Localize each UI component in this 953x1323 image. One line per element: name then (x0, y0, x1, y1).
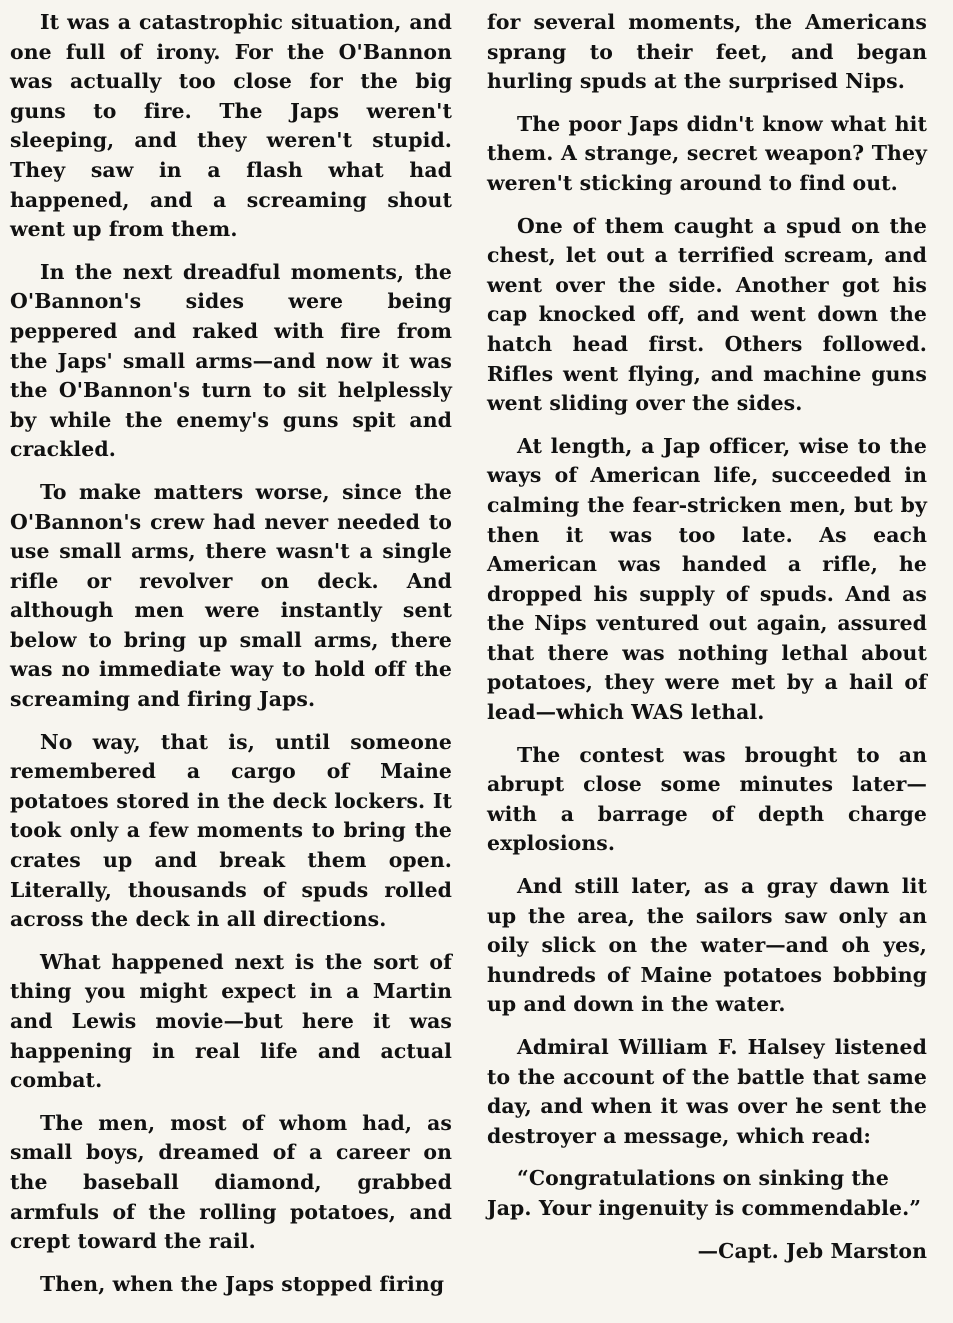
paragraph: The contest was brought to an abrupt close some minutes later—with a barrage of depth charge explosions. (487, 742, 927, 856)
author-signature: —Capt. Jeb Marston (697, 1238, 927, 1263)
paragraph: And still later, as a gray dawn lit up the area, the sailors saw only an oily slick on the water—and oh yes, hundreds of Maine potatoes bobbing up and down in the water. (487, 874, 927, 1017)
paragraph: The men, most of whom had, as small boys, dreamed of a career on the baseball diamond, grabbed armfuls of the rolling potatoes, and crept toward the rail. (10, 1110, 452, 1254)
paragraph: It was a catastrophic situation, and one full of irony. For the O'Bannon was actually too close for the big guns to fire. The Japs weren't sleeping, and they weren't stupid. They saw in a flash what had happened, and a screaming shout went up from them. (10, 10, 452, 242)
paragraph: Then, when the Japs stopped firing (40, 1271, 445, 1296)
right-column (487, 8, 927, 1266)
halsey-message-quote: “Congratulations on sinking the Jap. Your ingenuity is commendable.” (487, 1166, 922, 1220)
paragraph: No way, that is, until someone remembered a cargo of Maine potatoes stored in the deck lockers. It took only a few moments to bring the crates up and break them open. Literally, thousands of spuds rolled across the deck in all directions. (10, 729, 452, 932)
paragraph: To make matters worse, since the O'Bannon's crew had never needed to use small arms, there wasn't a single rifle or revolver on deck. And although men were instantly sent below to bring up small arms, there was no immediate way to hold off the screaming and firing Japs. (10, 479, 452, 712)
paragraph: Admiral William F. Halsey listened to the account of the battle that same day, and when it was over he sent the destroyer a message, which read: (487, 1035, 927, 1148)
paragraph: The poor Japs didn't know what hit them. A strange, secret weapon? They weren't sticking around to find out. (487, 111, 927, 195)
paragraph: At length, a Jap officer, wise to the ways of American life, succeeded in calming the fear-stricken men, but by then it was too late. As each American was handed a rifle, he dropped his supply of spuds. And as the Nips ventured out again, assured that there was nothing lethal about potatoes, they were met by a hail of lead—which WAS lethal. (487, 433, 927, 725)
paragraph: One of them caught a spud on the chest, let out a terrified scream, and went over the side. Another got his cap knocked off, and went down the hatch head first. Others followed. Rifles went flying, and machine guns went sliding over the sides. (487, 213, 927, 416)
left-column (10, 8, 452, 1312)
paragraph: In the next dreadful moments, the O'Bannon's sides were being peppered and raked with fire from the Japs' small arms—and now it was the O'Bannon's turn to sit helplessly by while the enemy's guns spit and crackled. (10, 259, 452, 462)
paragraph: What happened next is the sort of thing you might expect in a Martin and Lewis movie—but here it was happening in real life and actual combat. (10, 949, 452, 1093)
paragraph: for several moments, the Americans sprang to their feet, and began hurling spuds at the surprised Nips. (487, 10, 927, 94)
